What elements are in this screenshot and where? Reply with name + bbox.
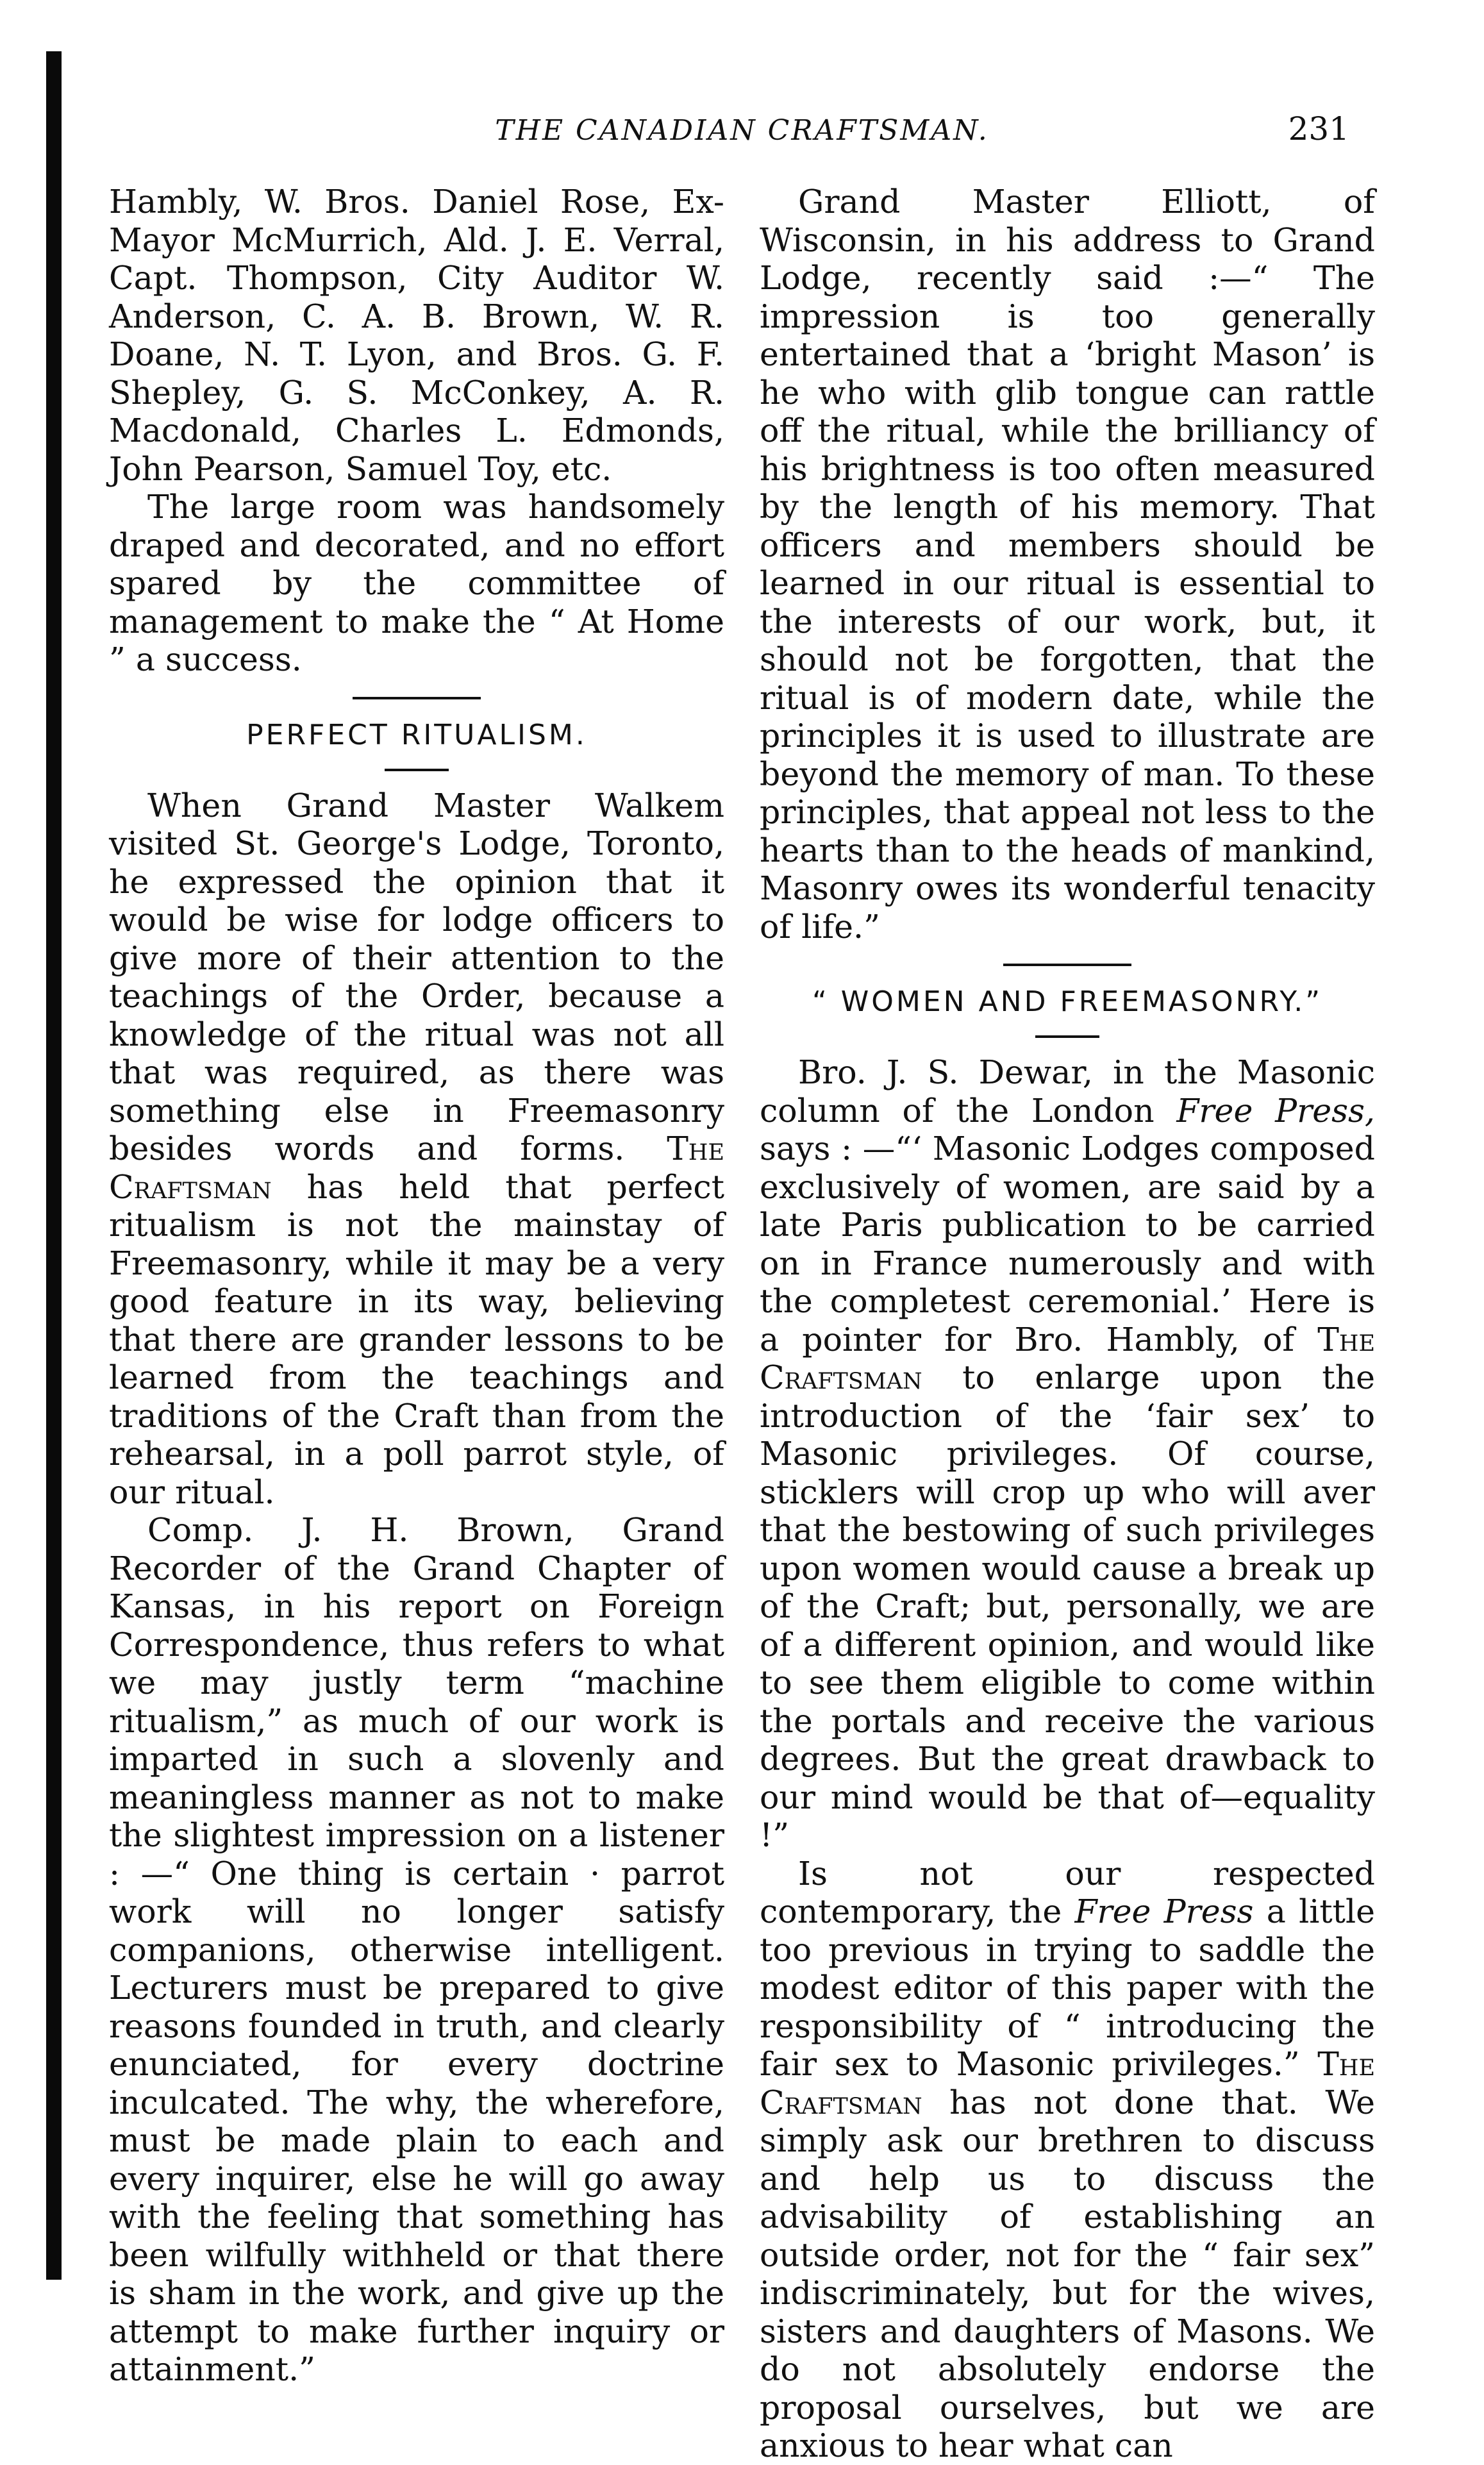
page-number: 231 (1288, 110, 1349, 147)
heading-underline (385, 769, 449, 771)
paragraph-elliott: Grand Master Elliott, of Wisconsin, in his address to Grand Lodge, recently said :—“ The impression is too generally entertained that a ‘bright Mason’ is he who with glib tongue can rattle off the ritual, while the brilliancy of his brightness is too often measured by the length of his memory. That officers and members should be learned in our ritual is essential to the interests of our work, but, it should not be forgotten, that the ritual is of modern date, while the principles it is used to illustrate are beyond the memory of man. To these principles, that appeal not less to the hearts than to the heads of mankind, Masonry owes its wonderful tenacity of life.” (760, 183, 1375, 946)
page-edge-shadow (46, 51, 62, 2280)
paragraph-at-home: The large room was handsomely draped and decorated, and no effort spared by the committee of management to make the “ At Home ” a success. (109, 488, 724, 678)
paragraph-attendee-list: Hambly, W. Bros. Daniel Rose, Ex-Mayor McMurrich, Ald. J. E. Verral, Capt. Thompson, City Auditor W. Anderson, C. A. B. Brown, W. R. Doane, N. T. Lyon, and Bros. G. F. Shepley, G. S. McConkey, A. R. Macdonald, Charles L. Edmonds, John Pearson, Samuel Toy, etc. (109, 183, 724, 488)
right-column (760, 183, 1375, 2465)
section-divider (353, 697, 481, 699)
paragraph-brown: Comp. J. H. Brown, Grand Recorder of the Grand Chapter of Kansas, in his report on Foreign Correspondence, thus refers to what we may justly term “machine ritualism,” as much of our work is imparted in such a slovenly and meaningless manner as not to make the slightest impression on a listener : —“ One thing is certain · parrot work will no longer satisfy companions, otherwise intelligent. Lecturers must be prepared to give reasons founded in truth, and clearly enunciated, for every doctrine inculcated. The why, the wherefore, must be made plain to each and every inquirer, else he will go away with the feeling that something has been wilfully withheld or that there is sham in the work, and give up the attempt to make further inquiry or attainment.” (109, 1511, 724, 2388)
heading-perfect-ritualism: PERFECT RITUALISM. (246, 718, 587, 751)
craftsman-title: The Craftsman (760, 1320, 1375, 1396)
paragraph-contemporary: Is not our respected contemporary, the Free Press a little too previous in trying to saddle the modest editor of this paper with the responsibility of “ introducing the fair sex to Masonic privileges.” The Craftsman has not done that. We simply ask our brethren to discuss and help us to discuss the advisability of establishing an outside order, not for the “ fair sex” indiscriminately, but for the wives, sisters and daughters of Masons. We do not absolutely endorse the proposal ourselves, but we are anxious to hear what can (760, 1854, 1375, 2464)
craftsman-title: The Craftsman (109, 1130, 724, 1206)
heading-women-and-freemasonry: “ WOMEN AND FREEMASONRY.” (812, 985, 1322, 1018)
section-divider (1003, 964, 1131, 966)
running-title: THE CANADIAN CRAFTSMAN. (495, 114, 989, 147)
paragraph-dewar: Bro. J. S. Dewar, in the Masonic column of the London Free Press, says : —“‘ Masonic Lodges composed exclusively of women, are said by a late Paris publication to be carried on in France numerously and with the completest ceremonial.’ Here is a pointer for Bro. Hambly, of The Craftsman to enlarge upon the introduction of the ‘fair sex’ to Masonic privileges. Of course, sticklers will crop up who will aver that the bestowing of such privileges upon women would cause a break up of the Craft; but, personally, we are of a different opinion, and would like to see them eligible to come within the portals and receive the various degrees. But the great drawback to our mind would be that of—equality !” (760, 1053, 1375, 1854)
left-column (109, 183, 724, 2389)
free-press-title: Free Press, (1176, 1091, 1375, 1130)
heading-underline (1035, 1035, 1099, 1038)
craftsman-title: The Craftsman (760, 2045, 1375, 2121)
free-press-title: Free Press (1074, 1893, 1254, 1930)
paragraph-walkem: When Grand Master Walkem visited St. George's Lodge, Toronto, he expressed the opinion that it would be wise for lodge officers to give more of their attention to the teachings of the Order, because a knowledge of the ritual was not all that was required, as there was something else in Freemasonry besides words and forms. The Craftsman has held that perfect ritualism is not the mainstay of Freemasonry, while it may be a very good feature in its way, believing that there are grander lessons to be learned from the teachings and traditions of the Craft than from the rehearsal, in a poll parrot style, of our ritual. (109, 786, 724, 1511)
